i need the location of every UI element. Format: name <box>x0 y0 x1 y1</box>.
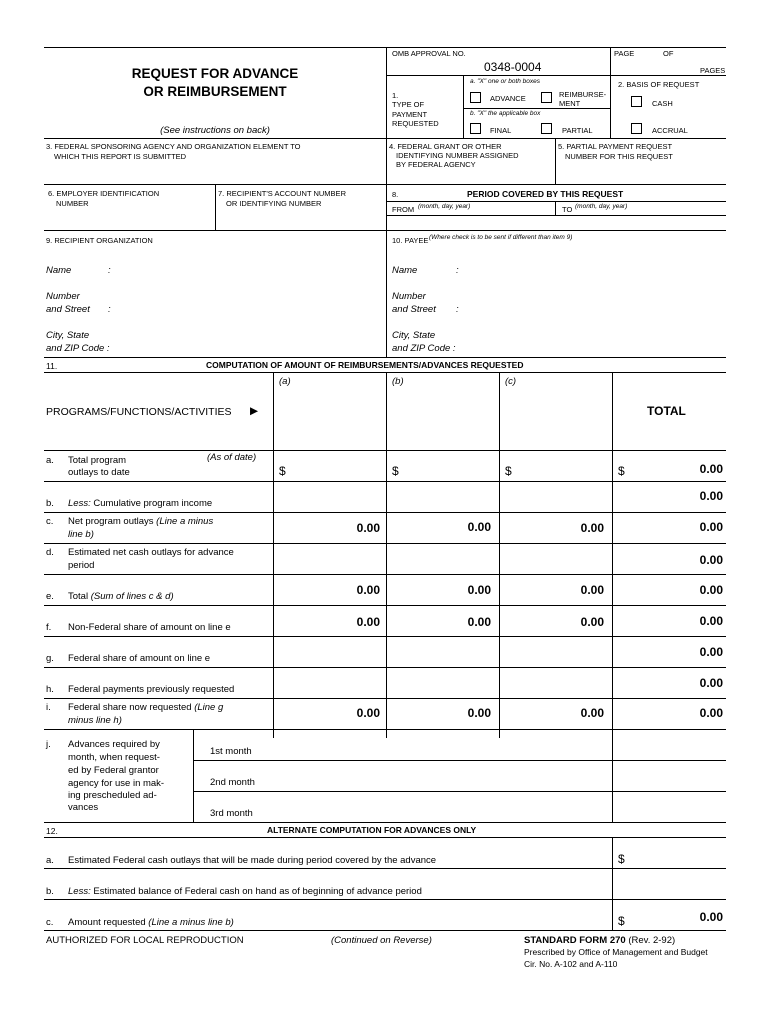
row-e-text: Total <box>68 591 89 602</box>
row-c-letter: c. <box>46 516 54 527</box>
row-line <box>44 729 726 730</box>
alt-row-b-label <box>68 886 422 897</box>
divider <box>44 357 726 358</box>
row-line <box>44 698 726 699</box>
alt-row-b-letter: b. <box>46 886 54 897</box>
row-i-a[interactable]: 0.00 <box>356 706 380 720</box>
dollar-sign: $ <box>618 914 625 928</box>
dollar-sign: $ <box>618 464 625 478</box>
row-i-b[interactable]: 0.00 <box>467 706 491 720</box>
row-e-note: (Sum of lines c & d) <box>88 591 174 602</box>
alt-row-c-note: (Line a minus line b) <box>145 917 234 928</box>
top-border <box>44 47 726 48</box>
row-b-label <box>68 498 212 509</box>
row-line <box>44 636 726 637</box>
row-d-letter: d. <box>46 547 54 558</box>
row-c-a[interactable]: 0.00 <box>356 521 380 535</box>
box1-note-a: a. "X" one or both boxes <box>470 78 541 85</box>
divider <box>610 47 611 75</box>
row-line <box>44 574 726 575</box>
partial-label: PARTIAL <box>562 126 593 135</box>
row-h-total[interactable]: 0.00 <box>699 676 723 690</box>
box1-note-b: b. "X" the applicable box <box>470 110 541 117</box>
prescribed-note: Prescribed by Office of Management and Budget <box>524 947 708 957</box>
row-i-note: (Line g <box>191 702 224 713</box>
reimbursement-label: REIMBURSE- <box>559 90 607 99</box>
col-divider <box>273 372 274 738</box>
row-j-letter: j. <box>46 739 51 750</box>
divider <box>193 729 194 822</box>
alt-row-a-label: Estimated Federal cash outlays that will be made during period covered by the advance <box>68 855 437 866</box>
divider <box>44 230 726 231</box>
row-j-label: Advances required by <box>68 739 160 750</box>
alt-row-c-label <box>68 917 234 928</box>
accrual-checkbox[interactable] <box>631 123 642 134</box>
cash-label: CASH <box>652 99 673 108</box>
col-c-header: (c) <box>505 376 517 387</box>
form-revision: (Rev. 2-92) <box>625 935 676 946</box>
row-e-a[interactable]: 0.00 <box>356 583 380 597</box>
box10-note: (Where check is to be sent if different than item 9) <box>429 234 573 241</box>
row-d-label: Estimated net cash outlays for advance <box>68 547 234 558</box>
row-j-label: ing prescheduled ad- <box>68 790 157 801</box>
divider <box>386 230 387 357</box>
row-c-label: line b) <box>68 529 94 540</box>
recipient-number-label: Number <box>46 291 80 302</box>
row-f-c[interactable]: 0.00 <box>580 615 604 629</box>
reimbursement-label: MENT <box>559 99 581 108</box>
row-h-letter: h. <box>46 684 54 695</box>
dollar-sign: $ <box>505 464 512 478</box>
row-e-total[interactable]: 0.00 <box>699 583 723 597</box>
recipient-city-label: City, State <box>46 330 90 341</box>
row-j-label: agency for use in mak- <box>68 778 165 789</box>
divider <box>463 75 464 138</box>
divider <box>44 372 726 373</box>
dollar-sign: $ <box>392 464 399 478</box>
section11-title: COMPUTATION OF AMOUNT OF REIMBURSEMENTS/ADVANCES REQUESTED <box>206 360 524 370</box>
row-c-text: Net program outlays <box>68 516 154 527</box>
alt-row-c-text: Amount requested <box>68 917 146 928</box>
box4-label: 4. FEDERAL GRANT OR OTHER <box>389 142 502 151</box>
month-3-label: 3rd month <box>210 808 253 819</box>
box5-input[interactable] <box>557 164 725 184</box>
row-f-total[interactable]: 0.00 <box>699 614 723 628</box>
divider <box>386 47 387 138</box>
row-e-b[interactable]: 0.00 <box>467 583 491 597</box>
row-d-label: period <box>68 560 95 571</box>
row-c-total[interactable]: 0.00 <box>699 520 723 534</box>
colon: : <box>108 304 111 315</box>
recipient-street-label: and Street <box>46 304 90 315</box>
divider <box>463 108 610 109</box>
authorized-note: AUTHORIZED FOR LOCAL REPRODUCTION <box>46 935 244 946</box>
divider <box>44 837 726 838</box>
month-1-label: 1st month <box>210 746 252 757</box>
recipient-name-label: Name <box>46 265 72 276</box>
recipient-zip-label: and ZIP Code : <box>46 343 110 354</box>
row-a-label: Total program <box>68 455 127 466</box>
section11-number: 11. <box>46 361 58 371</box>
row-line <box>44 605 726 606</box>
row-a-letter: a. <box>46 455 54 466</box>
divider <box>386 215 726 216</box>
row-c-b[interactable]: 0.00 <box>467 520 491 534</box>
alt-row-c-total[interactable]: 0.00 <box>699 910 723 924</box>
row-line <box>193 791 726 792</box>
row-h-label: Federal payments previously requested <box>68 684 235 695</box>
row-e-c[interactable]: 0.00 <box>580 583 604 597</box>
row-b-letter: b. <box>46 498 54 509</box>
row-f-letter: f. <box>46 622 52 633</box>
box7-label: 7. RECIPIENT'S ACCOUNT NUMBER <box>218 189 346 198</box>
programs-label: PROGRAMS/FUNCTIONS/ACTIVITIES <box>46 406 232 418</box>
to-date-hint: (month, day, year) <box>575 203 628 210</box>
page-label: PAGE <box>614 49 635 58</box>
row-i-total[interactable]: 0.00 <box>699 706 723 720</box>
standard-form-label <box>524 935 675 946</box>
month-2-label: 2nd month <box>210 777 255 788</box>
less-label: Less: <box>68 886 91 897</box>
less-label: Less: <box>68 498 91 509</box>
row-i-label: minus line h) <box>68 715 122 726</box>
final-checkbox[interactable] <box>470 123 481 134</box>
row-i-letter: i. <box>46 702 51 713</box>
row-f-b[interactable]: 0.00 <box>467 615 491 629</box>
row-line <box>44 667 726 668</box>
from-date-hint: (month, day, year) <box>418 203 471 210</box>
row-c-c[interactable]: 0.00 <box>580 521 604 535</box>
col-divider <box>386 372 387 738</box>
divider <box>44 138 726 139</box>
bottom-border <box>44 930 726 931</box>
row-line <box>193 760 726 761</box>
section12-number: 12. <box>46 826 58 836</box>
divider <box>386 201 726 202</box>
omb-label: OMB APPROVAL NO. <box>392 49 466 58</box>
box1-label: TYPE OF <box>392 100 425 109</box>
col-divider <box>612 372 613 822</box>
row-line <box>44 450 726 451</box>
row-e-letter: e. <box>46 591 54 602</box>
alt-row-c-letter: c. <box>46 917 54 928</box>
divider <box>386 138 387 184</box>
row-b-text: Cumulative program income <box>90 498 213 509</box>
row-c-label <box>68 516 213 527</box>
box1-label: 1. <box>392 91 399 100</box>
row-g-total[interactable]: 0.00 <box>699 645 723 659</box>
colon: : <box>456 265 459 276</box>
row-j-label: ed by Federal grantor <box>68 765 159 776</box>
form-number: STANDARD FORM 270 <box>524 935 626 946</box>
box5-label: NUMBER FOR THIS REQUEST <box>565 152 673 161</box>
row-i-text: Federal share now requested <box>68 702 192 713</box>
row-c-note: (Line a minus <box>153 516 214 527</box>
colon: : <box>456 304 459 315</box>
to-label: TO <box>562 205 573 214</box>
box3-label: 3. FEDERAL SPONSORING AGENCY AND ORGANIZATION ELEMENT TO <box>46 142 301 151</box>
alt-row-a-letter: a. <box>46 855 54 866</box>
divider <box>44 184 726 185</box>
divider <box>386 184 387 230</box>
box4-label: IDENTIFYING NUMBER ASSIGNED <box>396 151 519 160</box>
row-g-label: Federal share of amount on line e <box>68 653 211 664</box>
final-label: FINAL <box>490 126 512 135</box>
advance-checkbox[interactable] <box>470 92 481 103</box>
colon: : <box>108 265 111 276</box>
accrual-label: ACCRUAL <box>652 126 688 135</box>
partial-checkbox[interactable] <box>541 123 552 134</box>
box1-label: REQUESTED <box>392 119 439 128</box>
box8-number: 8. <box>392 190 399 199</box>
box3-input[interactable] <box>44 162 384 182</box>
box6-label: NUMBER <box>56 199 89 208</box>
row-j-label: month, when request- <box>68 752 160 763</box>
row-f-a[interactable]: 0.00 <box>356 615 380 629</box>
form-title-line1: REQUEST FOR ADVANCE <box>131 66 299 81</box>
total-header: TOTAL <box>647 404 686 418</box>
form-title-line2: OR REIMBURSEMENT <box>143 84 287 99</box>
row-line <box>44 481 726 482</box>
box9-label: 9. RECIPIENT ORGANIZATION <box>46 236 153 245</box>
box10-label: 10. PAYEE <box>392 236 429 245</box>
row-i-c[interactable]: 0.00 <box>580 706 604 720</box>
row-line <box>44 543 726 544</box>
box4-label: BY FEDERAL AGENCY <box>396 160 476 169</box>
row-b-total[interactable]: 0.00 <box>699 489 723 503</box>
dollar-sign: $ <box>618 852 625 866</box>
row-line <box>44 868 726 869</box>
section12-title: ALTERNATE COMPUTATION FOR ADVANCES ONLY <box>267 825 477 835</box>
row-line <box>44 899 726 900</box>
divider <box>215 184 216 230</box>
col-a-header: (a) <box>279 376 291 387</box>
box2-label: 2. BASIS OF REQUEST <box>618 80 700 89</box>
alt-row-b-text: Estimated balance of Federal cash on hand as of beginning of advance period <box>90 886 422 897</box>
box8-title: PERIOD COVERED BY THIS REQUEST <box>467 189 624 199</box>
of-label: OF <box>663 49 674 58</box>
box5-label: 5. PARTIAL PAYMENT REQUEST <box>558 142 673 151</box>
cash-checkbox[interactable] <box>631 96 642 107</box>
col-divider <box>499 372 500 738</box>
box3-label: WHICH THIS REPORT IS SUBMITTED <box>54 152 187 161</box>
instructions-note: (See instructions on back) <box>160 125 270 136</box>
row-line <box>44 512 726 513</box>
row-a-label: outlays to date <box>68 467 130 478</box>
payee-name-label: Name <box>392 265 418 276</box>
box1-label: PAYMENT <box>392 110 428 119</box>
divider <box>555 138 556 184</box>
divider <box>555 201 556 215</box>
row-g-letter: g. <box>46 653 54 664</box>
advance-label: ADVANCE <box>490 94 526 103</box>
row-line <box>44 822 726 823</box>
box6-label: 6. EMPLOYER IDENTIFICATION <box>48 189 160 198</box>
circular-note: Cir. No. A-102 and A-110 <box>524 959 618 969</box>
dollar-sign: $ <box>279 464 286 478</box>
pages-label: PAGES <box>700 66 726 75</box>
as-of-date-label: (As of date) <box>207 452 257 463</box>
box7-label: OR IDENTIFYING NUMBER <box>226 199 322 208</box>
payee-number-label: Number <box>392 291 426 302</box>
divider <box>610 75 611 138</box>
row-a-total[interactable]: 0.00 <box>699 462 723 476</box>
reimbursement-checkbox[interactable] <box>541 92 552 103</box>
row-i-label <box>68 702 223 713</box>
row-f-label: Non-Federal share of amount on line e <box>68 622 231 633</box>
row-d-total[interactable]: 0.00 <box>699 553 723 567</box>
row-e-label <box>68 591 174 602</box>
divider <box>386 75 726 76</box>
arrow-right-icon: ▶ <box>250 405 259 417</box>
col-divider <box>612 837 613 930</box>
from-label: FROM <box>392 205 415 214</box>
payee-street-label: and Street <box>392 304 436 315</box>
omb-number: 0348-0004 <box>484 60 542 74</box>
col-b-header: (b) <box>392 376 404 387</box>
box4-input[interactable] <box>388 170 553 184</box>
row-j-label: vances <box>68 802 99 813</box>
payee-zip-label: and ZIP Code : <box>392 343 456 354</box>
payee-city-label: City, State <box>392 330 436 341</box>
continued-note: (Continued on Reverse) <box>331 935 432 946</box>
